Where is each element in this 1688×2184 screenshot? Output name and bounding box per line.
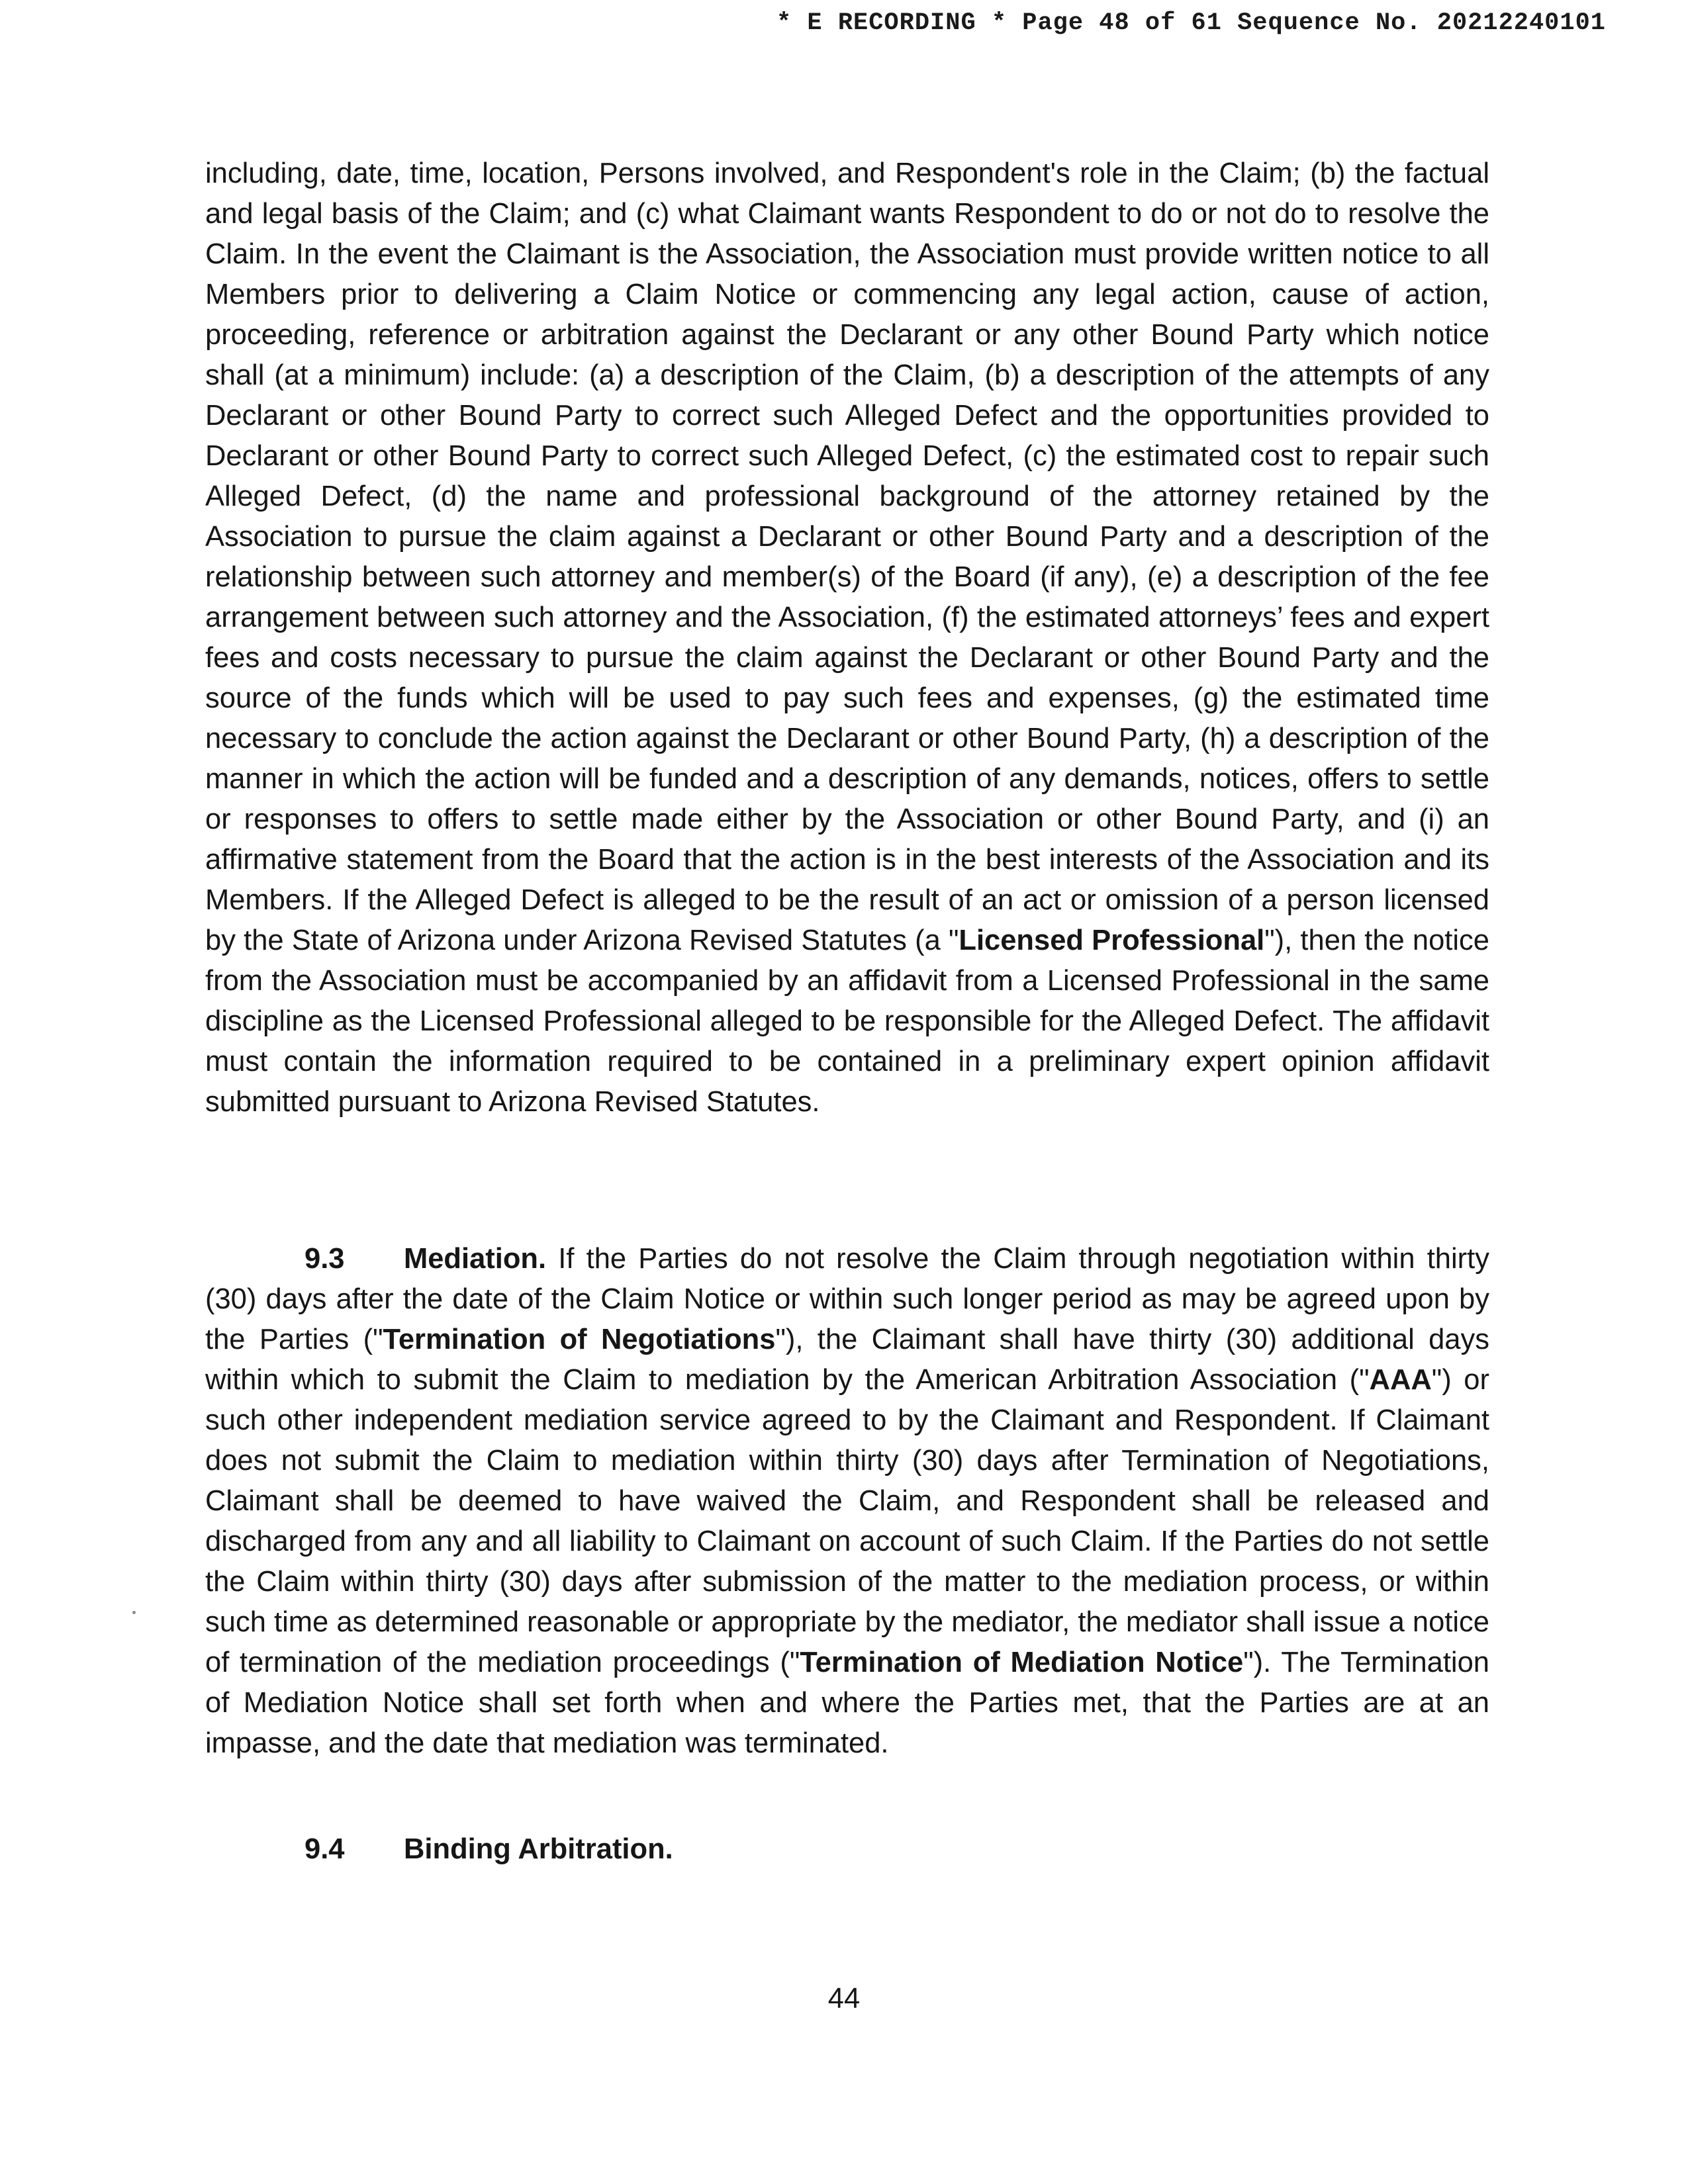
page-number: 44 xyxy=(827,1983,861,2015)
defined-term-termination-of-negotiations: Termination of Negotiations xyxy=(383,1324,776,1355)
scan-artifact-dot xyxy=(132,1611,136,1614)
continued-paragraph xyxy=(205,154,1489,1122)
mediation-text-part3: ") or such other independent mediation service agreed to by the Claimant and Respondent. If Claimant does not submit the Claim to mediation within thirty (30) days after Termination of Negotiations, Claimant shall be deemed to have waived the Claim, and Respondent shall be released and discharged from any and all liability to Claimant on account of such Claim. If the Parties do not settle the Claim within thirty (30) days after submission of the matter to the mediation process, or within such time as determined reasonable or appropriate by the mediator, the mediator shall issue a notice of termination of the mediation proceedings (" xyxy=(205,1364,1489,1678)
section-title-binding-arbitration: Binding Arbitration. xyxy=(404,1833,673,1865)
defined-term-licensed-professional: Licensed Professional xyxy=(959,925,1265,956)
continued-paragraph-text-part1: including, date, time, location, Persons involved, and Respondent's role in the Claim; (b) the factual and legal basis of the Claim; and (c) what Claimant wants Respondent to do or not do to resolve the Claim. In the event the Claimant is the Association, the Association must provide written notice to all Members prior to delivering a Claim Notice or commencing any legal action, cause of action, proceeding, reference or arbitration against the Declarant or any other Bound Party which notice shall (at a minimum) include: (a) a description of the Claim, (b) a description of the attempts of any Declarant or other Bound Party to correct such Alleged Defect and the opportunities provided to Declarant or other Bound Party to correct such Alleged Defect, (c) the estimated cost to repair such Alleged Defect, (d) the name and professional background of the attorney retained by the Association to pursue the claim against a Declarant or other Bound Party and a description of the relationship between such attorney and member(s) of the Board (if any), (e) a description of the fee arrangement between such attorney and the Association, (f) the estimated attorneys’ fees and expert fees and costs necessary to pursue the claim against the Declarant or other Bound Party and the source of the funds which will be used to pay such fees and expenses, (g) the estimated time necessary to conclude the action against the Declarant or other Bound Party, (h) a description of the manner in which the action will be funded and a description of any demands, notices, offers to settle or responses to offers to settle made either by the Association or other Bound Party, and (i) an affirmative statement from the Board that the action is in the best interests of the Association and its Members. If the Alleged Defect is alleged to be the result of an act or omission of a person licensed by the State of Arizona under Arizona Revised Statutes (a " xyxy=(205,158,1489,956)
defined-term-termination-of-mediation-notice: Termination of Mediation Notice xyxy=(800,1647,1244,1678)
mediation-text-part4: "). The Termination of Mediation Notice shall set forth when and where the Parties met, that the Parties are at an impasse, and the date that mediation was terminated. xyxy=(205,1647,1489,1759)
mediation-text-part1: If the Parties do not resolve the Claim through negotiation within thirty (30) days after the date of the Claim Notice or within such longer period as may be agreed upon by the Parties (" xyxy=(205,1243,1489,1355)
section-number-9-4: 9.4 xyxy=(305,1833,345,1865)
continued-paragraph-text-part2: "), then the notice from the Association must be accompanied by an affidavit from a Licensed Professional in the same discipline as the Licensed Professional alleged to be responsible for the Alleged Defect. The affidavit must contain the information required to be contained in a preliminary expert opinion affidavit submitted pursuant to Arizona Revised Statutes. xyxy=(205,925,1490,1118)
section-9-3-mediation xyxy=(205,1239,1489,1764)
defined-term-aaa: AAA xyxy=(1369,1364,1432,1396)
recording-stamp-header: * E RECORDING * Page 48 of 61 Sequence No. 20212240101 xyxy=(776,9,1606,37)
section-title-mediation: Mediation. xyxy=(404,1243,547,1275)
section-9-4-heading xyxy=(205,1829,673,1870)
mediation-text-part2: "), the Claimant shall have thirty (30) additional days within which to submit the Claim to mediation by the American Arbitration Association (" xyxy=(205,1324,1489,1396)
section-number-9-3: 9.3 xyxy=(305,1243,345,1275)
